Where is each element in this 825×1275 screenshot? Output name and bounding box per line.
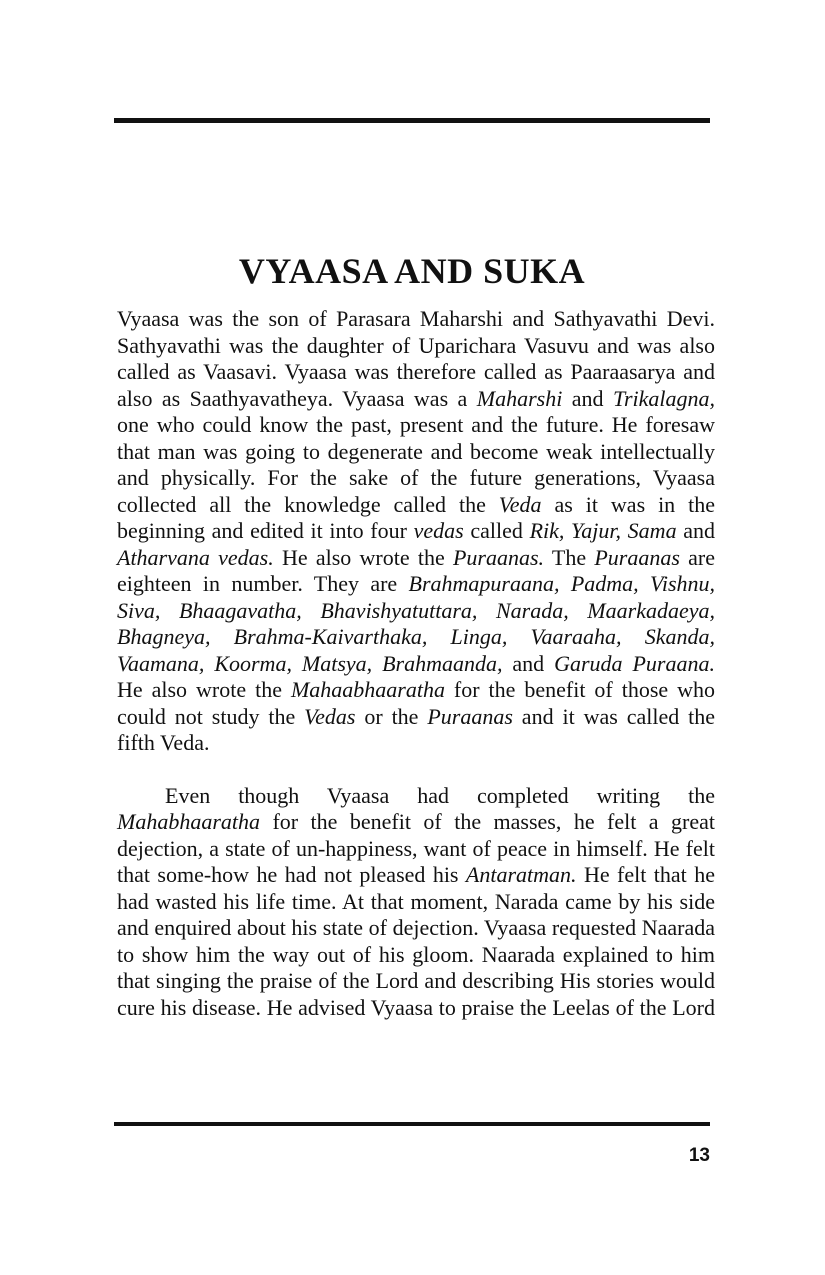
text-run: as it was in the beginning and edited it into four bbox=[117, 491, 715, 543]
text-run: are eighteen in number. They are bbox=[117, 544, 716, 596]
italic-term: Puraanas bbox=[594, 544, 680, 570]
italic-term: Garuda Puraana. bbox=[554, 650, 715, 676]
italic-term: Puraanas bbox=[427, 703, 513, 729]
italic-term: Mahaabhaaratha bbox=[290, 677, 445, 702]
italic-term: Puraanas. bbox=[452, 544, 545, 570]
text-run: Even though Vyaasa had completed writing the bbox=[165, 782, 715, 808]
text-run: He also wrote the bbox=[273, 544, 453, 570]
text-run: He felt that he had wasted his life time. At that moment, Narada came by his side and enquired about his state of dejection. Vyaasa requested Naarada to show him the way out of his gloom. Naarada explained to him that singing the praise of the Lord and describing His stories would cure his disease. He advised Vyaasa to praise the Leelas of the Lord bbox=[117, 862, 715, 1020]
text-run: and bbox=[562, 385, 613, 411]
italic-term: Brahmapuraana, Padma, Vishnu, Siva, Bhaagavatha, Bhavishyatuttara, Narada, Maarkadaeya, Bhagneya, Brahma-Kaivarthaka, Linga, Vaaraaha, Skanda, Vaamana, Koorma, Matsya, Brahmaanda, bbox=[117, 571, 716, 676]
italic-term: Trikalagna, bbox=[612, 385, 716, 411]
chapter-title: VYAASA AND SUKA bbox=[238, 251, 586, 291]
italic-term: Vedas bbox=[304, 703, 356, 729]
text-run: and bbox=[502, 650, 555, 676]
text-run: The bbox=[544, 544, 595, 570]
text-run: one who could know the past, present and the future. He foresaw that man was going to degenerate and become weak intellectually and physically. For the sake of the future generations, Vyaasa collected all the knowledge called the bbox=[117, 412, 715, 517]
text-run: called bbox=[463, 518, 530, 543]
body-text bbox=[117, 306, 715, 1021]
text-run: for the benefit of the masses, he felt a great dejection, a state of un-happiness, want of peace in himself. He felt that some-how he had not pleased his bbox=[117, 809, 715, 887]
text-run: and it was called the fifth Veda. bbox=[117, 703, 715, 755]
page-number: 13 bbox=[688, 1145, 710, 1166]
text-run: He also wrote the bbox=[117, 677, 291, 702]
text-run: Vyaasa was the son of Parasara Maharshi and Sathyavathi Devi. Sathyavathi was the daughter of Uparichara Vasuvu and was also called as Vaasavi. Vyaasa was therefore called as Paaraasarya and also as Saathyavatheya. Vyaasa was a bbox=[117, 306, 715, 411]
paragraph-2 bbox=[117, 783, 715, 1022]
italic-term: vedas bbox=[413, 518, 464, 543]
top-rule bbox=[114, 118, 710, 123]
italic-term: Antaratman. bbox=[465, 862, 577, 887]
paragraph-1 bbox=[117, 306, 715, 757]
italic-term: Mahabhaaratha bbox=[117, 809, 260, 834]
text-run: or the bbox=[355, 703, 428, 729]
text-run: and bbox=[676, 518, 716, 543]
italic-term: Atharvana vedas. bbox=[117, 544, 274, 570]
italic-term: Rik, Yajur, Sama bbox=[529, 518, 677, 543]
bottom-rule bbox=[114, 1122, 710, 1126]
text-run: for the benefit of those who could not study the bbox=[117, 677, 716, 729]
italic-term: Maharshi bbox=[476, 385, 563, 411]
italic-term: Veda bbox=[498, 491, 542, 517]
